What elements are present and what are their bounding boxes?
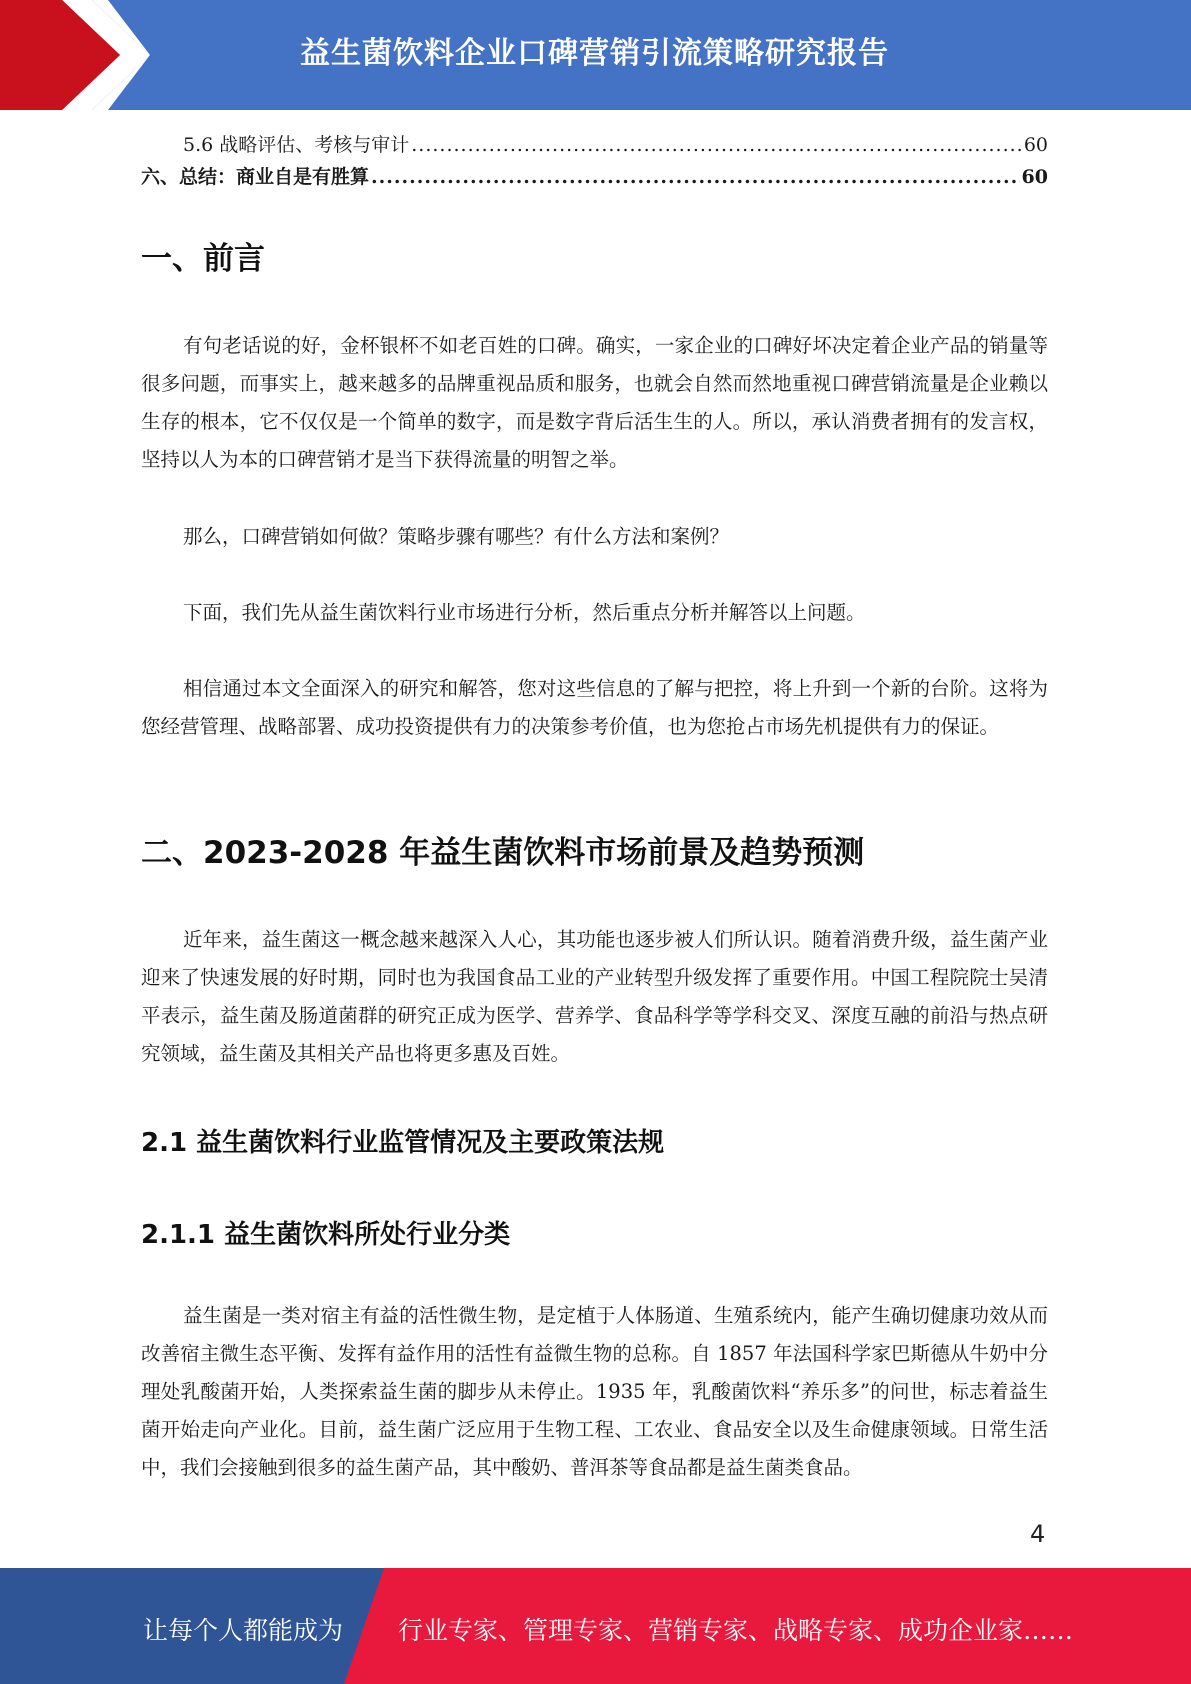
toc-entry-page: 60 xyxy=(1023,134,1048,156)
toc-entry-page: 60 xyxy=(1021,166,1048,188)
page-number: 4 xyxy=(1030,1520,1046,1548)
toc-entry-label: 六、总结：商业自是有胜算 xyxy=(141,166,370,188)
subsection-heading: 2.1 益生菌饮料行业监管情况及主要政策法规 xyxy=(141,1128,665,1158)
section-heading-market: 二、2023-2028 年益生菌饮料市场前景及趋势预测 xyxy=(141,835,865,871)
toc-entry-label: 5.6 战略评估、考核与审计 xyxy=(183,134,410,156)
classification-paragraph: 益生菌是一类对宿主有益的活性微生物，是定植于人体肠道、生殖系统内，能产生确切健康功效从而改善宿主微生态平衡、发挥有益作用的活性有益微生物的总称。自 1857 年法国科学家巴斯德从牛奶中分理处乳酸菌开始，人类探索益生菌的脚步从未停止。1935 年，乳酸菌饮料“养乐多”的问世，标志着益生菌开始走向产业化。目前，益生菌广泛应用于生物工程、工农业、食品安全以及生命健康领域。日常生活中，我们会接触到很多的益生菌产品，其中酸奶、普洱茶等食品都是益生菌类食品。 xyxy=(141,1304,1048,1479)
footer-bar xyxy=(0,1568,1191,1684)
toc-entry[interactable] xyxy=(183,130,1048,157)
toc-leader-dots xyxy=(371,166,1020,188)
report-title: 益生菌饮料企业口碑营销引流策略研究报告 xyxy=(300,36,889,71)
market-paragraph: 近年来，益生菌这一概念越来越深入人心，其功能也逐步被人们所认识。随着消费升级，益生菌产业迎来了快速发展的好时期，同时也为我国食品工业的产业转型升级发挥了重要作用。中国工程院院士吴清平表示，益生菌及肠道菌群的研究正成为医学、营养学、食品科学等学科交叉、深度互融的前沿与热点研究领域，益生菌及其相关产品也将更多惠及百姓。 xyxy=(141,928,1048,1065)
toc-entry[interactable] xyxy=(141,162,1048,189)
intro-paragraph: 下面，我们先从益生菌饮料行业市场进行分析，然后重点分析并解答以上问题。 xyxy=(183,601,866,624)
subsection-heading: 2.1.1 益生菌饮料所处行业分类 xyxy=(141,1220,511,1250)
footer-slogan-left: 让每个人都能成为 xyxy=(143,1616,344,1645)
intro-paragraph: 那么，口碑营销如何做？策略步骤有哪些？有什么方法和案例？ xyxy=(183,525,730,548)
toc-leader-dots xyxy=(411,134,1022,156)
header-bar xyxy=(0,0,1191,110)
footer-slogan-right: 行业专家、管理专家、营销专家、战略专家、成功企业家…… xyxy=(398,1616,1074,1645)
intro-paragraph: 相信通过本文全面深入的研究和解答，您对这些信息的了解与把控，将上升到一个新的台阶。这将为您经营管理、战略部署、成功投资提供有力的决策参考价值，也为您抢占市场先机提供有力的保证。 xyxy=(141,677,1048,738)
section-heading-intro: 一、前言 xyxy=(141,241,265,277)
intro-paragraph: 有句老话说的好，金杯银杯不如老百姓的口碑。确实，一家企业的口碑好坏决定着企业产品的销量等很多问题，而事实上，越来越多的品牌重视品质和服务，也就会自然而然地重视口碑营销流量是企业赖以生存的根本，它不仅仅是一个简单的数字，而是数字背后活生生的人。所以，承认消费者拥有的发言权，坚持以人为本的口碑营销才是当下获得流量的明智之举。 xyxy=(141,334,1048,471)
